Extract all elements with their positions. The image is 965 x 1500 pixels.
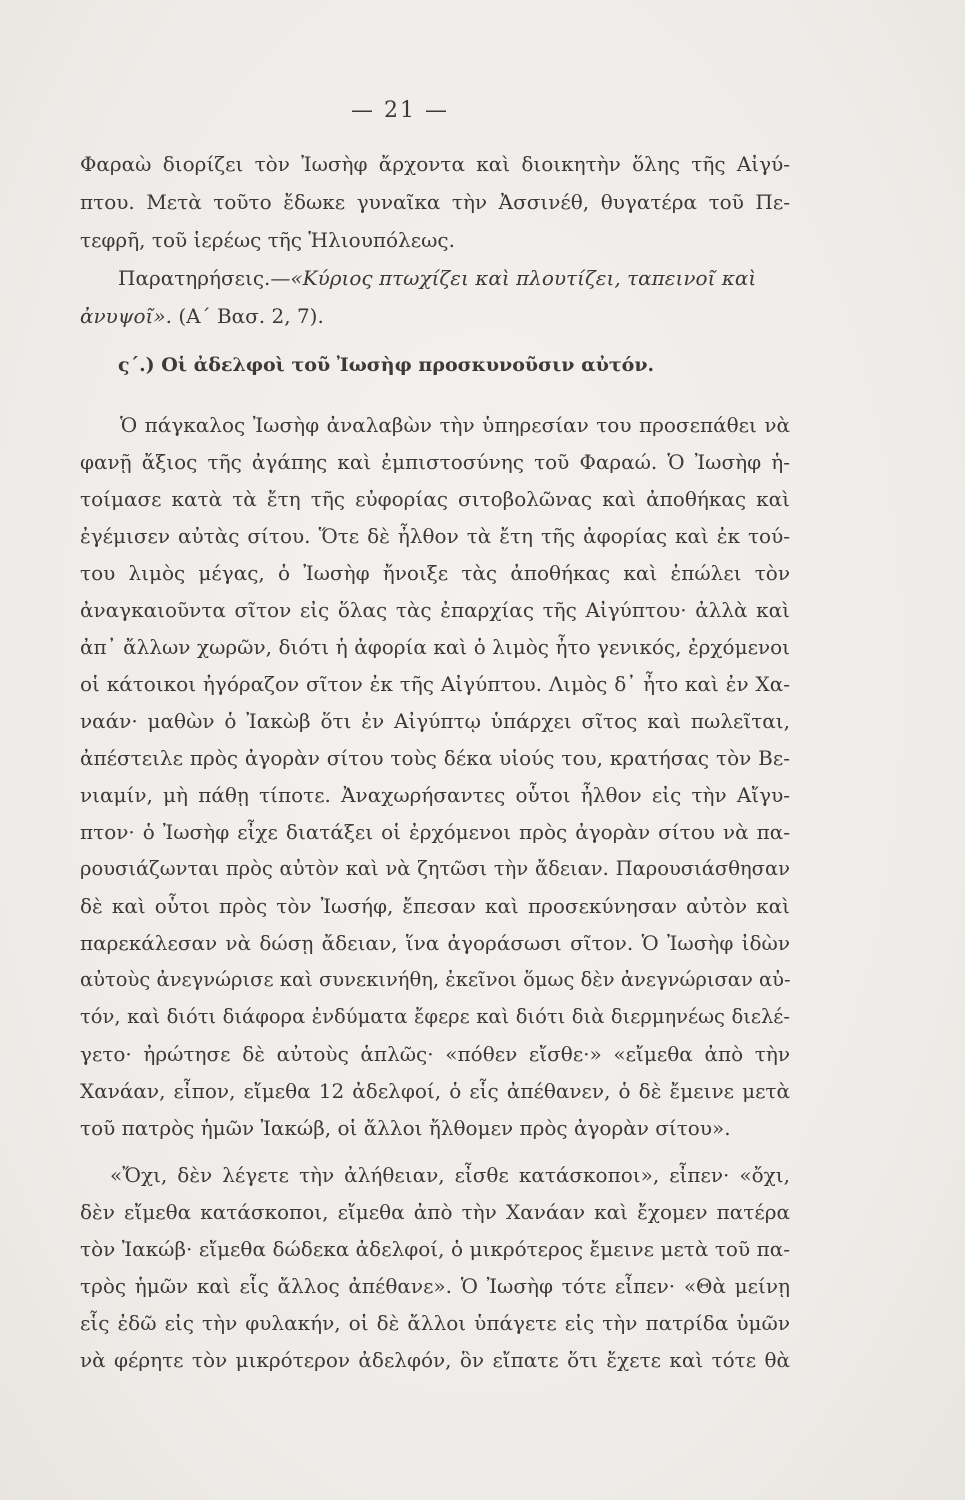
page-number: — 21 — xyxy=(351,98,449,123)
body-line-10: ἀπέστειλε πρὸς ἀγορὰν σίτου τοὺς δέκα υἱούς του, κρατήσας τὸν Βε- xyxy=(80,746,790,770)
body-line-11: νιαμίν, μὴ πάθῃ τίποτε. Ἀναχωρήσαντες οὗτοι ἦλθον εἰς τὴν Αἴγυ- xyxy=(80,783,790,807)
body-line-18 xyxy=(80,1039,790,1069)
intro-line-1: Φαραὼ διορίζει τὸν Ἰωσὴφ ἄρχοντα καὶ διοικητὴν ὅλης τῆς Αἰγύ- xyxy=(80,152,790,176)
observations-quote: «Κύριος πτωχίζει καὶ πλουτίζει, ταπεινοῖ καὶ xyxy=(290,266,757,290)
observations-reference: (Α΄ Βασ. 2, 7). xyxy=(171,304,324,328)
observations-label: Παρατηρήσεις.— xyxy=(118,266,291,290)
observations-quote-end: ἀνυψοῖ». xyxy=(80,304,172,328)
body-line-14: δὲ καὶ οὗτοι πρὸς τὸν Ἰωσήφ, ἔπεσαν καὶ προσεκύνησαν αὐτὸν καὶ xyxy=(80,894,790,918)
observations-line-2 xyxy=(80,301,324,331)
body-line-8: οἱ κάτοικοι ἠγόραζον σῖτον ἐκ τῆς Αἰγύπτου. Λιμὸς δ᾽ ἦτο καὶ ἐν Χα- xyxy=(80,672,790,696)
body-line-21: «Ὄχι, δὲν λέγετε τὴν ἀλήθειαν, εἶσθε κατάσκοποι», εἶπεν· «ὄχι, xyxy=(110,1163,790,1187)
intro-line-3: τεφρῆ, τοῦ ἱερέως τῆς Ἡλιουπόλεως. xyxy=(80,228,455,252)
body-line-2: φανῇ ἄξιος τῆς ἀγάπης καὶ ἐμπιστοσύνης τοῦ Φαραώ. Ὁ Ἰωσὴφ ἡ- xyxy=(80,450,790,474)
body-line-3: τοίμασε κατὰ τὰ ἔτη τῆς εὐφορίας σιτοβολῶνας καὶ ἀποθήκας καὶ xyxy=(80,487,790,511)
body-line-1: Ὁ πάγκαλος Ἰωσὴφ ἀναλαβὼν τὴν ὑπηρεσίαν του προσεπάθει νὰ xyxy=(120,413,790,437)
body-line-12: πτον· ὁ Ἰωσὴφ εἶχε διατάξει οἱ ἐρχόμενοι πρὸς ἀγορὰν σίτου νὰ πα- xyxy=(80,820,790,844)
body-line-20: τοῦ πατρὸς ἡμῶν Ἰακώβ, οἱ ἄλλοι ἤλθομεν πρὸς ἀγορὰν σίτου». xyxy=(80,1116,731,1140)
body-line-24: τρὸς ἡμῶν καὶ εἷς ἄλλος ἀπέθανε». Ὁ Ἰωσὴφ τότε εἶπεν· «Θὰ μείνῃ xyxy=(80,1274,790,1298)
body-line-25: εἷς ἐδῶ εἰς τὴν φυλακήν, οἱ δὲ ἄλλοι ὑπάγετε εἰς τὴν πατρίδα ὑμῶν xyxy=(80,1311,790,1335)
body-line-22: δὲν εἴμεθα κατάσκοποι, εἴμεθα ἀπὸ τὴν Χανάαν καὶ ἔχομεν πατέρα xyxy=(80,1200,790,1224)
body-line-23: τὸν Ἰακώβ· εἴμεθα δώδεκα ἀδελφοί, ὁ μικρότερος ἔμεινε μετὰ τοῦ πα- xyxy=(80,1237,790,1261)
body-line-6: ἀναγκαιοῦντα σῖτον εἰς ὅλας τὰς ἐπαρχίας τῆς Αἰγύπτου· ἀλλὰ καὶ xyxy=(80,598,790,622)
observations-line xyxy=(118,263,790,293)
body-line-17: τόν, καὶ διότι διάφορα ἐνδύματα ἔφερε καὶ διότι διὰ διερμηνέως διελέ- xyxy=(80,1005,790,1028)
body-line-15: παρεκάλεσαν νὰ δώσῃ ἄδειαν, ἵνα ἀγοράσωσι σῖτον. Ὁ Ἰωσὴφ ἰδὼν xyxy=(80,931,790,955)
body-line-26: νὰ φέρητε τὸν μικρότερον ἀδελφόν, ὃν εἴπατε ὅτι ἔχετε καὶ τότε θὰ xyxy=(80,1348,790,1372)
body-line-13: ρουσιάζωνται πρὸς αὐτὸν καὶ νὰ ζητῶσι τὴν ἄδειαν. Παρουσιάσθησαν xyxy=(80,857,790,880)
intro-line-2: πτου. Μετὰ τοῦτο ἔδωκε γυναῖκα τὴν Ἀσσινέθ, θυγατέρα τοῦ Πε- xyxy=(80,190,790,214)
section-heading: ς΄.) Οἱ ἀδελφοὶ τοῦ Ἰωσὴφ προσκυνοῦσιν αὐτόν. xyxy=(118,354,655,376)
body-line-4: ἐγέμισεν αὐτὰς σίτου. Ὅτε δὲ ἦλθον τὰ ἔτη τῆς ἀφορίας καὶ ἐκ τού- xyxy=(80,524,790,548)
body-line-5: του λιμὸς μέγας, ὁ Ἰωσὴφ ἤνοιξε τὰς ἀποθήκας καὶ ἐπώλει τὸν xyxy=(80,561,790,585)
body-line-19: Χανάαν, εἶπον, εἴμεθα 12 ἀδελφοί, ὁ εἷς ἀπέθανεν, ὁ δὲ ἔμεινε μετὰ xyxy=(80,1079,790,1103)
body-line-9: ναάν· μαθὼν ὁ Ἰακὼβ ὅτι ἐν Αἰγύπτῳ ὑπάρχει σῖτος καὶ πωλεῖται, xyxy=(80,709,790,733)
body-line-18-text: γετο· ἠρώτησε δὲ αὐτοὺς ἁπλῶς· «πόθεν εἴσθε·» «εἴμεθα ἀπὸ τὴν xyxy=(80,1042,790,1066)
body-line-7: ἀπ᾽ ἄλλων χωρῶν, διότι ἡ ἀφορία καὶ ὁ λιμὸς ἦτο γενικός, ἐρχόμενοι xyxy=(80,635,790,659)
body-line-16: αὐτοὺς ἀνεγνώρισε καὶ συνεκινήθη, ἐκεῖνοι ὅμως δὲν ἀνεγνώρισαν αὐ- xyxy=(80,968,791,991)
